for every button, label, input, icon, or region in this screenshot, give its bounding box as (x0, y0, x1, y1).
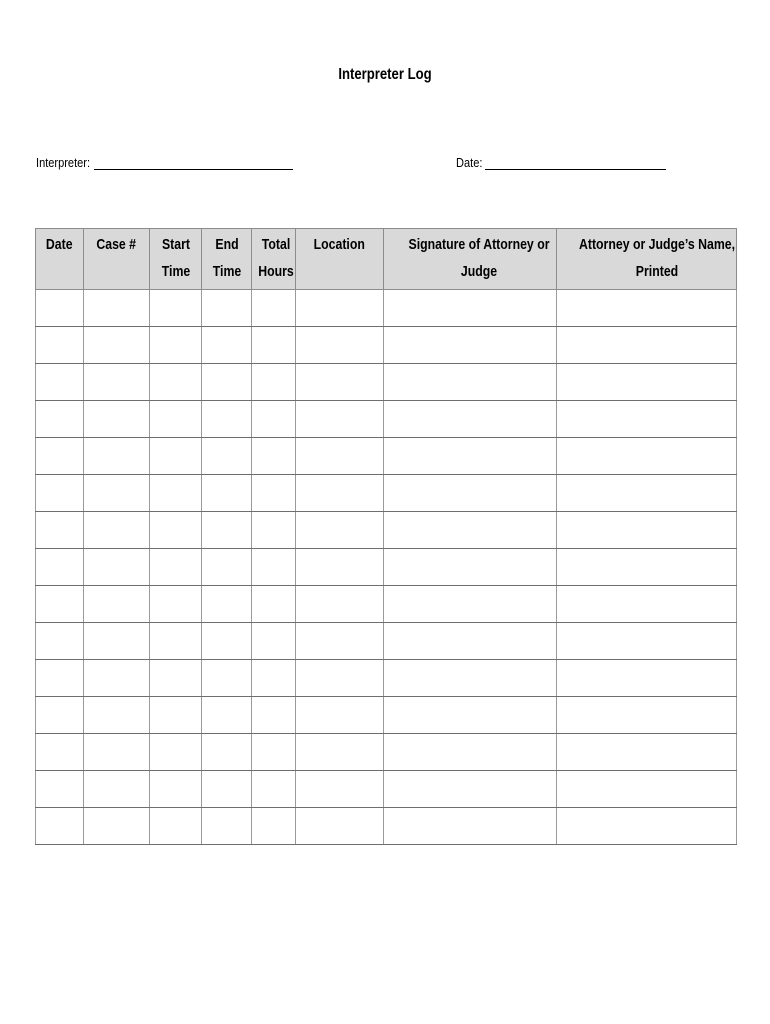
interpreter-input-line[interactable] (94, 153, 293, 170)
cell-total-hours[interactable] (252, 808, 296, 845)
cell-end-time[interactable] (202, 438, 252, 475)
cell-case-number[interactable] (84, 438, 150, 475)
cell-printed-name[interactable] (557, 290, 737, 327)
header-location (296, 229, 384, 290)
date-input-line[interactable] (485, 153, 666, 170)
cell-location[interactable] (296, 475, 384, 512)
cell-case-number[interactable] (84, 475, 150, 512)
table-header-row (36, 229, 737, 290)
table-row (36, 697, 737, 734)
cell-date[interactable] (36, 512, 84, 549)
cell-start-time[interactable] (150, 808, 202, 845)
cell-location[interactable] (296, 401, 384, 438)
cell-signature[interactable] (384, 327, 557, 364)
cell-end-time[interactable] (202, 623, 252, 660)
header-printed-name (557, 229, 737, 290)
cell-start-time[interactable] (150, 549, 202, 586)
cell-total-hours[interactable] (252, 660, 296, 697)
table-row (36, 475, 737, 512)
cell-start-time[interactable] (150, 771, 202, 808)
cell-printed-name[interactable] (557, 697, 737, 734)
header-end-time (202, 229, 252, 290)
interpreter-label: Interpreter: (36, 155, 91, 170)
cell-end-time[interactable] (202, 697, 252, 734)
cell-signature[interactable] (384, 364, 557, 401)
cell-date[interactable] (36, 327, 84, 364)
cell-date[interactable] (36, 290, 84, 327)
cell-total-hours[interactable] (252, 586, 296, 623)
date-label: Date: (456, 155, 483, 170)
header-date-label: Date (46, 236, 73, 253)
cell-start-time[interactable] (150, 734, 202, 771)
cell-case-number[interactable] (84, 290, 150, 327)
cell-start-time[interactable] (150, 290, 202, 327)
cell-case-number[interactable] (84, 586, 150, 623)
cell-case-number[interactable] (84, 697, 150, 734)
cell-location[interactable] (296, 697, 384, 734)
cell-case-number[interactable] (84, 364, 150, 401)
cell-case-number[interactable] (84, 512, 150, 549)
cell-signature[interactable] (384, 549, 557, 586)
cell-printed-name[interactable] (557, 734, 737, 771)
cell-signature[interactable] (384, 586, 557, 623)
cell-location[interactable] (296, 364, 384, 401)
cell-total-hours[interactable] (252, 438, 296, 475)
cell-case-number[interactable] (84, 771, 150, 808)
cell-date[interactable] (36, 364, 84, 401)
date-field (456, 153, 666, 170)
table-row (36, 401, 737, 438)
cell-location[interactable] (296, 512, 384, 549)
table-row (36, 290, 737, 327)
cell-printed-name[interactable] (557, 660, 737, 697)
cell-case-number[interactable] (84, 734, 150, 771)
cell-date[interactable] (36, 697, 84, 734)
table-row (36, 623, 737, 660)
header-total-hours-label: Total Hours (258, 236, 294, 280)
cell-printed-name[interactable] (557, 623, 737, 660)
cell-location[interactable] (296, 290, 384, 327)
cell-date[interactable] (36, 808, 84, 845)
cell-end-time[interactable] (202, 734, 252, 771)
cell-start-time[interactable] (150, 401, 202, 438)
cell-total-hours[interactable] (252, 475, 296, 512)
cell-printed-name[interactable] (557, 808, 737, 845)
cell-end-time[interactable] (202, 290, 252, 327)
cell-start-time[interactable] (150, 475, 202, 512)
header-printed-name-label: Attorney or Judge’s Name, Printed (578, 236, 736, 280)
cell-location[interactable] (296, 438, 384, 475)
cell-date[interactable] (36, 660, 84, 697)
cell-case-number[interactable] (84, 327, 150, 364)
cell-total-hours[interactable] (252, 771, 296, 808)
cell-location[interactable] (296, 586, 384, 623)
cell-signature[interactable] (384, 475, 557, 512)
cell-end-time[interactable] (202, 549, 252, 586)
cell-signature[interactable] (384, 401, 557, 438)
cell-location[interactable] (296, 549, 384, 586)
cell-date[interactable] (36, 549, 84, 586)
cell-printed-name[interactable] (557, 475, 737, 512)
cell-start-time[interactable] (150, 586, 202, 623)
cell-printed-name[interactable] (557, 549, 737, 586)
cell-signature[interactable] (384, 734, 557, 771)
cell-total-hours[interactable] (252, 290, 296, 327)
cell-total-hours[interactable] (252, 512, 296, 549)
table-row (36, 549, 737, 586)
cell-date[interactable] (36, 401, 84, 438)
cell-location[interactable] (296, 623, 384, 660)
table-row (36, 734, 737, 771)
header-case-number (84, 229, 150, 290)
cell-signature[interactable] (384, 808, 557, 845)
cell-end-time[interactable] (202, 475, 252, 512)
cell-date[interactable] (36, 586, 84, 623)
cell-total-hours[interactable] (252, 364, 296, 401)
cell-end-time[interactable] (202, 660, 252, 697)
cell-date[interactable] (36, 623, 84, 660)
interpreter-field (36, 153, 293, 170)
cell-date[interactable] (36, 475, 84, 512)
header-start-time-label: Start Time (161, 236, 190, 280)
cell-case-number[interactable] (84, 549, 150, 586)
cell-end-time[interactable] (202, 364, 252, 401)
cell-signature[interactable] (384, 771, 557, 808)
cell-total-hours[interactable] (252, 327, 296, 364)
cell-printed-name[interactable] (557, 586, 737, 623)
header-signature-label: Signature of Attorney or Judge (408, 236, 550, 280)
table-row (36, 438, 737, 475)
cell-start-time[interactable] (150, 512, 202, 549)
cell-end-time[interactable] (202, 771, 252, 808)
cell-end-time[interactable] (202, 327, 252, 364)
cell-signature[interactable] (384, 290, 557, 327)
cell-start-time[interactable] (150, 697, 202, 734)
cell-printed-name[interactable] (557, 438, 737, 475)
cell-total-hours[interactable] (252, 734, 296, 771)
cell-end-time[interactable] (202, 512, 252, 549)
cell-case-number[interactable] (84, 401, 150, 438)
cell-location[interactable] (296, 660, 384, 697)
cell-total-hours[interactable] (252, 549, 296, 586)
cell-total-hours[interactable] (252, 623, 296, 660)
cell-printed-name[interactable] (557, 401, 737, 438)
cell-location[interactable] (296, 327, 384, 364)
cell-end-time[interactable] (202, 401, 252, 438)
cell-start-time[interactable] (150, 438, 202, 475)
cell-location[interactable] (296, 771, 384, 808)
table-row (36, 771, 737, 808)
cell-location[interactable] (296, 734, 384, 771)
cell-printed-name[interactable] (557, 364, 737, 401)
header-date (36, 229, 84, 290)
cell-signature[interactable] (384, 623, 557, 660)
table-row (36, 586, 737, 623)
cell-start-time[interactable] (150, 364, 202, 401)
table-row (36, 327, 737, 364)
header-case-number-label: Case # (96, 236, 137, 253)
cell-signature[interactable] (384, 697, 557, 734)
cell-end-time[interactable] (202, 808, 252, 845)
cell-printed-name[interactable] (557, 771, 737, 808)
cell-end-time[interactable] (202, 586, 252, 623)
cell-location[interactable] (296, 808, 384, 845)
table-row (36, 512, 737, 549)
header-signature (384, 229, 557, 290)
cell-total-hours[interactable] (252, 697, 296, 734)
cell-signature[interactable] (384, 660, 557, 697)
cell-start-time[interactable] (150, 660, 202, 697)
cell-date[interactable] (36, 771, 84, 808)
cell-total-hours[interactable] (252, 401, 296, 438)
header-start-time (150, 229, 202, 290)
table-row (36, 808, 737, 845)
cell-date[interactable] (36, 438, 84, 475)
cell-start-time[interactable] (150, 623, 202, 660)
header-total-hours (252, 229, 296, 290)
cell-printed-name[interactable] (557, 512, 737, 549)
table-row (36, 364, 737, 401)
page-title: Interpreter Log (338, 66, 432, 83)
header-location-label: Location (313, 236, 366, 253)
log-table (35, 228, 737, 845)
cell-date[interactable] (36, 734, 84, 771)
cell-case-number[interactable] (84, 660, 150, 697)
table-body (36, 290, 737, 845)
cell-signature[interactable] (384, 512, 557, 549)
cell-printed-name[interactable] (557, 327, 737, 364)
cell-start-time[interactable] (150, 327, 202, 364)
header-end-time-label: End Time (212, 236, 241, 280)
cell-signature[interactable] (384, 438, 557, 475)
table-row (36, 660, 737, 697)
cell-case-number[interactable] (84, 808, 150, 845)
cell-case-number[interactable] (84, 623, 150, 660)
